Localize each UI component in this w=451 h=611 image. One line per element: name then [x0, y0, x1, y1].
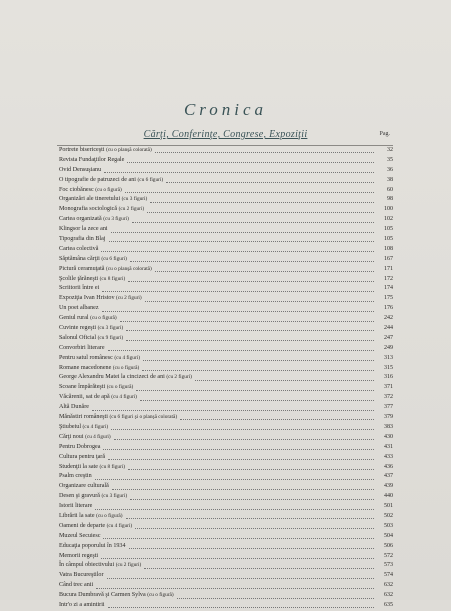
- toc-entry-page: 503: [384, 522, 393, 529]
- toc-entry-label: Văcărenii, sat de apă: [59, 394, 110, 401]
- toc-entry-title: [59, 186, 122, 196]
- toc-entry-page: 439: [384, 483, 393, 490]
- toc-entry-label: Educaţia poporului în 1934: [59, 542, 126, 549]
- toc-entry: [59, 532, 393, 542]
- toc-entry-page: 176: [384, 305, 393, 312]
- toc-entry: [59, 423, 393, 433]
- toc-entry-note: (cu o figură): [112, 364, 140, 371]
- toc-entry-note: (cu 2 figuri): [118, 206, 145, 213]
- toc-entry: [59, 166, 393, 176]
- leader-dots: [135, 526, 374, 529]
- toc-entry-page: 632: [384, 582, 393, 589]
- toc-entry-note: (cu 8 figuri): [99, 463, 126, 470]
- leader-dots: [96, 586, 374, 589]
- toc-entry-note: (cu 4 figuri): [82, 423, 109, 430]
- toc-entry: [59, 225, 393, 235]
- toc-entry-label: Expoziţia Ivan Hristov: [59, 295, 115, 302]
- leader-dots: [101, 249, 374, 252]
- leader-dots: [144, 566, 374, 569]
- toc-entry-page: 377: [384, 404, 393, 411]
- toc-entry-note: (cu 6 figuri): [101, 255, 127, 262]
- toc-entry-title: [59, 601, 105, 611]
- toc-entry: [59, 403, 393, 413]
- toc-entry-page: 504: [384, 532, 393, 539]
- leader-dots: [101, 556, 374, 559]
- toc-entry: [59, 176, 393, 186]
- toc-entry-page: 501: [384, 503, 393, 510]
- toc-entry-note: (cu 4 figuri): [111, 394, 137, 401]
- toc-entry-label: Vatra Bucureştilor: [59, 572, 104, 579]
- toc-entry-note: (cu o figură): [106, 384, 134, 391]
- toc-entry-note: (cu o figură): [147, 592, 174, 599]
- toc-entry-label: Muzeul Secuiesc: [59, 532, 101, 539]
- toc-entry-label: Mănăstiri româneşti: [59, 414, 108, 421]
- toc-entry-title: [59, 373, 192, 383]
- toc-entry-page: 244: [384, 325, 393, 332]
- toc-entry-title: [59, 344, 105, 354]
- toc-entry: [59, 235, 393, 245]
- toc-entry-note: (cu o planşă colorată): [106, 147, 152, 153]
- leader-dots: [125, 190, 374, 193]
- toc-entry: [59, 453, 393, 463]
- toc-entry-title: [59, 146, 152, 156]
- leader-dots: [107, 576, 374, 579]
- toc-entry-page: 573: [384, 562, 393, 569]
- leader-dots: [112, 487, 374, 490]
- leader-dots: [127, 160, 374, 163]
- toc-entry-label: Intr'o zi a amintirii: [59, 601, 105, 608]
- toc-entry-title: [59, 383, 133, 393]
- toc-entry-page: 247: [384, 334, 393, 341]
- toc-entry-title: [59, 581, 93, 591]
- toc-entry-page: 100: [384, 206, 393, 213]
- toc-entry: [59, 433, 393, 443]
- toc-entry-title: [59, 522, 132, 532]
- toc-entry: [59, 255, 393, 265]
- leader-dots: [102, 309, 374, 312]
- leader-dots: [111, 230, 374, 233]
- leader-dots: [128, 279, 374, 282]
- leader-dots: [150, 200, 374, 203]
- toc-entry-page: 574: [384, 572, 393, 579]
- toc-entry-page: 383: [384, 423, 393, 430]
- toc-entry-label: Şcolile ţărăneşti: [59, 275, 99, 282]
- toc-entry-title: [59, 176, 163, 186]
- toc-entry-label: Ştiubeiul: [59, 423, 82, 430]
- toc-entry-label: Cărţi noui: [59, 433, 84, 440]
- toc-entry: [59, 522, 393, 532]
- toc-entry: [59, 324, 393, 334]
- leader-dots: [128, 467, 374, 470]
- toc-entry: [59, 146, 393, 156]
- toc-entry-label: În câmpul obiectivului: [59, 562, 115, 569]
- toc-entry-page: 315: [384, 364, 393, 371]
- toc-entry-title: [59, 571, 104, 581]
- toc-entry: [59, 314, 393, 324]
- leader-dots: [180, 417, 374, 420]
- toc-entry-title: [59, 393, 137, 403]
- page-title: Cronica: [183, 100, 268, 119]
- leader-dots: [108, 457, 374, 460]
- leader-dots: [130, 259, 374, 262]
- leader-dots: [143, 358, 374, 361]
- leader-dots: [177, 596, 374, 599]
- toc-entry: [59, 552, 393, 562]
- toc-entry-label: Oameni de departe: [59, 522, 106, 529]
- toc-entry-title: [59, 294, 142, 304]
- toc-entry-page: 572: [384, 552, 393, 559]
- toc-entry: [59, 393, 393, 403]
- toc-entry-note: (cu 2 figuri): [166, 374, 192, 381]
- toc-entry: [59, 383, 393, 393]
- toc-entry: [59, 215, 393, 225]
- toc-entry-note: (cu 4 figuri): [106, 522, 133, 529]
- toc-entry-title: [59, 156, 124, 166]
- toc-entry-page: 436: [384, 463, 393, 470]
- leader-dots: [147, 210, 374, 213]
- toc-entry-label: Cultura pentru ţară: [59, 453, 106, 460]
- toc-entry-note: (cu 2 figuri): [115, 562, 142, 569]
- toc-entry-note: (cu 3 figuri): [97, 325, 124, 332]
- toc-entry: [59, 205, 393, 215]
- leader-dots: [195, 378, 374, 381]
- toc-entry-label: Altă Dunăre: [59, 404, 89, 411]
- leader-dots: [126, 516, 374, 519]
- leader-dots: [145, 299, 374, 302]
- toc-entry-title: [59, 245, 98, 255]
- toc-entry-page: 171: [384, 265, 393, 272]
- toc-entry-label: Romane macedonene: [59, 364, 112, 371]
- toc-entry-title: [59, 265, 152, 275]
- toc-entry-title: [59, 443, 100, 453]
- toc-entry-page: 167: [384, 255, 393, 262]
- toc-entry-page: 440: [384, 493, 393, 500]
- toc-entry: [59, 373, 393, 383]
- leader-dots: [103, 536, 374, 539]
- toc-entry-title: [59, 423, 108, 433]
- toc-entry-label: Pentru Dobrogea: [59, 443, 101, 450]
- toc-entry-title: [59, 354, 140, 364]
- toc-entry: [59, 284, 393, 294]
- toc-entry-title: [59, 284, 99, 294]
- table-of-contents: [59, 146, 393, 611]
- toc-entry-label: Portrete bisericeşti: [59, 147, 105, 153]
- toc-entry-label: Studenţii la sate: [59, 463, 98, 470]
- toc-entry-title: [59, 453, 105, 463]
- toc-entry: [59, 571, 393, 581]
- toc-entry-note: (cu o planşă colorată): [106, 265, 152, 272]
- toc-entry-label: Librării la sate: [59, 512, 95, 519]
- toc-entry-title: [59, 591, 174, 601]
- toc-entry-title: [59, 512, 123, 522]
- toc-entry-page: 437: [384, 473, 393, 480]
- toc-entry-title: [59, 215, 129, 225]
- leader-dots: [111, 427, 374, 430]
- toc-entry-label: Tipografia din Blaj: [59, 236, 106, 243]
- toc-entry-page: 313: [384, 354, 393, 361]
- toc-entry-title: [59, 205, 144, 215]
- toc-entry-label: Organizare culturală: [59, 483, 109, 490]
- leader-dots: [130, 497, 374, 500]
- toc-entry: [59, 502, 393, 512]
- toc-entry-label: Organizări ale tineretului: [59, 196, 121, 203]
- leader-dots: [103, 447, 374, 450]
- toc-entry-title: [59, 463, 125, 473]
- toc-entry-page: 433: [384, 453, 393, 460]
- toc-entry: [59, 304, 393, 314]
- toc-entry: [59, 156, 393, 166]
- toc-entry-label: Pictură ceramuţată: [59, 265, 105, 272]
- toc-entry: [59, 334, 393, 344]
- toc-entry-title: [59, 334, 123, 344]
- toc-entry-page: 242: [384, 315, 393, 322]
- toc-entry: [59, 364, 393, 374]
- toc-entry: [59, 354, 393, 364]
- toc-entry-title: [59, 166, 101, 176]
- toc-entry: [59, 601, 393, 611]
- toc-entry-note: (cu 6 figuri): [137, 176, 164, 183]
- toc-entry: [59, 265, 393, 275]
- toc-entry-page: 175: [384, 295, 393, 302]
- toc-entry: [59, 294, 393, 304]
- toc-entry-page: 174: [384, 285, 393, 292]
- toc-entry-page: 172: [384, 275, 393, 282]
- toc-entry-label: Cartea organizată: [59, 216, 102, 223]
- toc-entry-page: 316: [384, 374, 393, 381]
- toc-entry-page: 632: [384, 592, 393, 599]
- leader-dots: [129, 546, 374, 549]
- leader-dots: [166, 180, 374, 183]
- page-column-label: Pag.: [379, 131, 390, 137]
- toc-entry-page: 105: [384, 236, 393, 243]
- toc-entry-page: 379: [384, 414, 393, 421]
- toc-entry-title: [59, 472, 92, 482]
- toc-entry-title: [59, 324, 123, 334]
- leader-dots: [142, 368, 374, 371]
- toc-entry-title: [59, 542, 126, 552]
- toc-entry-label: Cuvinte regeşti: [59, 325, 97, 332]
- toc-entry-title: [59, 502, 92, 512]
- toc-entry-page: 502: [384, 512, 393, 519]
- leader-dots: [95, 477, 374, 480]
- toc-entry-page: 506: [384, 542, 393, 549]
- toc-entry-page: 35: [387, 156, 393, 163]
- toc-entry: [59, 195, 393, 205]
- toc-entry-title: [59, 561, 141, 571]
- toc-entry-note: (cu o figură): [95, 186, 122, 193]
- toc-entry-label: Scoane împărăteşti: [59, 384, 106, 391]
- toc-entry-label: Convorbiri literare: [59, 344, 105, 351]
- toc-entry: [59, 186, 393, 196]
- toc-entry: [59, 512, 393, 522]
- toc-entry-page: 635: [384, 601, 393, 608]
- leader-dots: [126, 328, 374, 331]
- toc-entry-note: (cu 4 figuri): [114, 354, 140, 361]
- leader-dots: [108, 605, 374, 608]
- toc-entry-label: Psalm creştin: [59, 473, 92, 480]
- toc-entry-label: Bucura Dumbravă şi Carmen Sylva: [59, 592, 146, 599]
- toc-entry-title: [59, 364, 139, 374]
- toc-entry-label: Geniul rural: [59, 315, 89, 322]
- toc-entry-page: 372: [384, 394, 393, 401]
- toc-entry-page: 105: [384, 226, 393, 233]
- toc-entry-note: (cu 3 figuri): [121, 196, 148, 203]
- toc-entry: [59, 581, 393, 591]
- toc-entry-title: [59, 304, 99, 314]
- toc-entry-page: 108: [384, 245, 393, 252]
- leader-dots: [104, 170, 374, 173]
- toc-entry-page: 430: [384, 433, 393, 440]
- toc-entry-title: [59, 255, 127, 265]
- toc-entry-label: Salonul Oficial: [59, 334, 97, 341]
- toc-entry-title: [59, 275, 125, 285]
- toc-entry: [59, 591, 393, 601]
- toc-entry: [59, 561, 393, 571]
- toc-entry: [59, 472, 393, 482]
- toc-entry-label: Memorii regeşti: [59, 552, 99, 559]
- leader-dots: [155, 269, 374, 272]
- toc-entry-title: [59, 413, 177, 423]
- toc-entry-label: Pentru satul românesc: [59, 354, 113, 361]
- leader-dots: [126, 338, 374, 341]
- toc-entry-page: 60: [387, 186, 393, 193]
- toc-entry-title: [59, 482, 109, 492]
- leader-dots: [136, 388, 374, 391]
- toc-entry-title: [59, 433, 111, 443]
- toc-entry-note: (cu 3 figuri): [101, 493, 128, 500]
- leader-dots: [114, 437, 374, 440]
- leader-dots: [120, 319, 374, 322]
- toc-entry-title: [59, 235, 106, 245]
- leader-dots: [108, 348, 374, 351]
- toc-entry: [59, 482, 393, 492]
- toc-entry-label: Monografia sociologică: [59, 206, 118, 213]
- toc-entry: [59, 492, 393, 502]
- toc-entry-label: O tipografie de patruzeci de ani: [59, 176, 136, 183]
- toc-entry-label: Desen şi gravură: [59, 493, 100, 500]
- toc-entry-title: [59, 532, 100, 542]
- toc-entry-label: Foc ciobănesc: [59, 186, 94, 193]
- toc-entry: [59, 542, 393, 552]
- toc-entry-note: (cu 9 figuri): [97, 334, 124, 341]
- toc-entry: [59, 275, 393, 285]
- toc-entry: [59, 245, 393, 255]
- toc-entry-note: (cu 8 figuri): [99, 275, 126, 282]
- toc-entry-label: Scriitorii între ei: [59, 285, 100, 292]
- leader-dots: [92, 408, 374, 411]
- toc-entry-page: 102: [384, 216, 393, 223]
- leader-dots: [140, 398, 374, 401]
- toc-entry-label: Ovid Densuşianu: [59, 166, 102, 173]
- toc-entry-label: Când trec anii: [59, 582, 94, 589]
- toc-entry-note: (cu 6 figuri şi o planşă colorată): [109, 414, 178, 421]
- leader-dots: [109, 239, 375, 242]
- leader-dots: [132, 220, 374, 223]
- toc-entry: [59, 344, 393, 354]
- toc-entry: [59, 413, 393, 423]
- toc-entry-label: Revista Fundaţiilor Regale: [59, 156, 125, 163]
- leader-dots: [155, 150, 374, 153]
- toc-entry-title: [59, 195, 147, 205]
- toc-entry: [59, 463, 393, 473]
- toc-entry-page: 249: [384, 344, 393, 351]
- section-subtitle-text: Cărţi, Conferinţe, Congrese, Expoziţii: [143, 129, 308, 140]
- toc-entry-label: Cartea colectivă: [59, 245, 99, 252]
- toc-entry-note: (cu 3 figuri): [103, 216, 129, 223]
- toc-entry-page: 431: [384, 443, 393, 450]
- toc-entry-label: Săptămâna cărţii: [59, 255, 100, 262]
- leader-dots: [95, 507, 374, 510]
- toc-entry-title: [59, 403, 89, 413]
- toc-entry-title: [59, 492, 127, 502]
- leader-dots: [102, 289, 374, 292]
- toc-entry-page: 38: [387, 176, 393, 183]
- toc-entry-note: (cu o figură): [96, 512, 123, 519]
- toc-entry-note: (cu 2 figuri): [116, 295, 142, 302]
- toc-entry-page: 371: [384, 384, 393, 391]
- toc-entry-page: 98: [387, 196, 393, 203]
- toc-entry-label: Istorii literare: [59, 503, 93, 510]
- toc-entry-label: Klingsor la zece ani: [59, 226, 108, 233]
- toc-entry: [59, 443, 393, 453]
- toc-entry-page: 32: [387, 147, 393, 153]
- toc-entry-note: (cu 4 figuri): [85, 433, 111, 440]
- toc-entry-note: (cu o figură): [90, 315, 117, 322]
- toc-entry-title: [59, 225, 108, 235]
- toc-entry-label: Un poet albanez: [59, 305, 99, 312]
- toc-entry-title: [59, 552, 98, 562]
- toc-entry-label: George Alexandru Matei la cincizeci de ani: [59, 374, 165, 381]
- toc-entry-page: 36: [387, 166, 393, 173]
- toc-entry-title: [59, 314, 117, 324]
